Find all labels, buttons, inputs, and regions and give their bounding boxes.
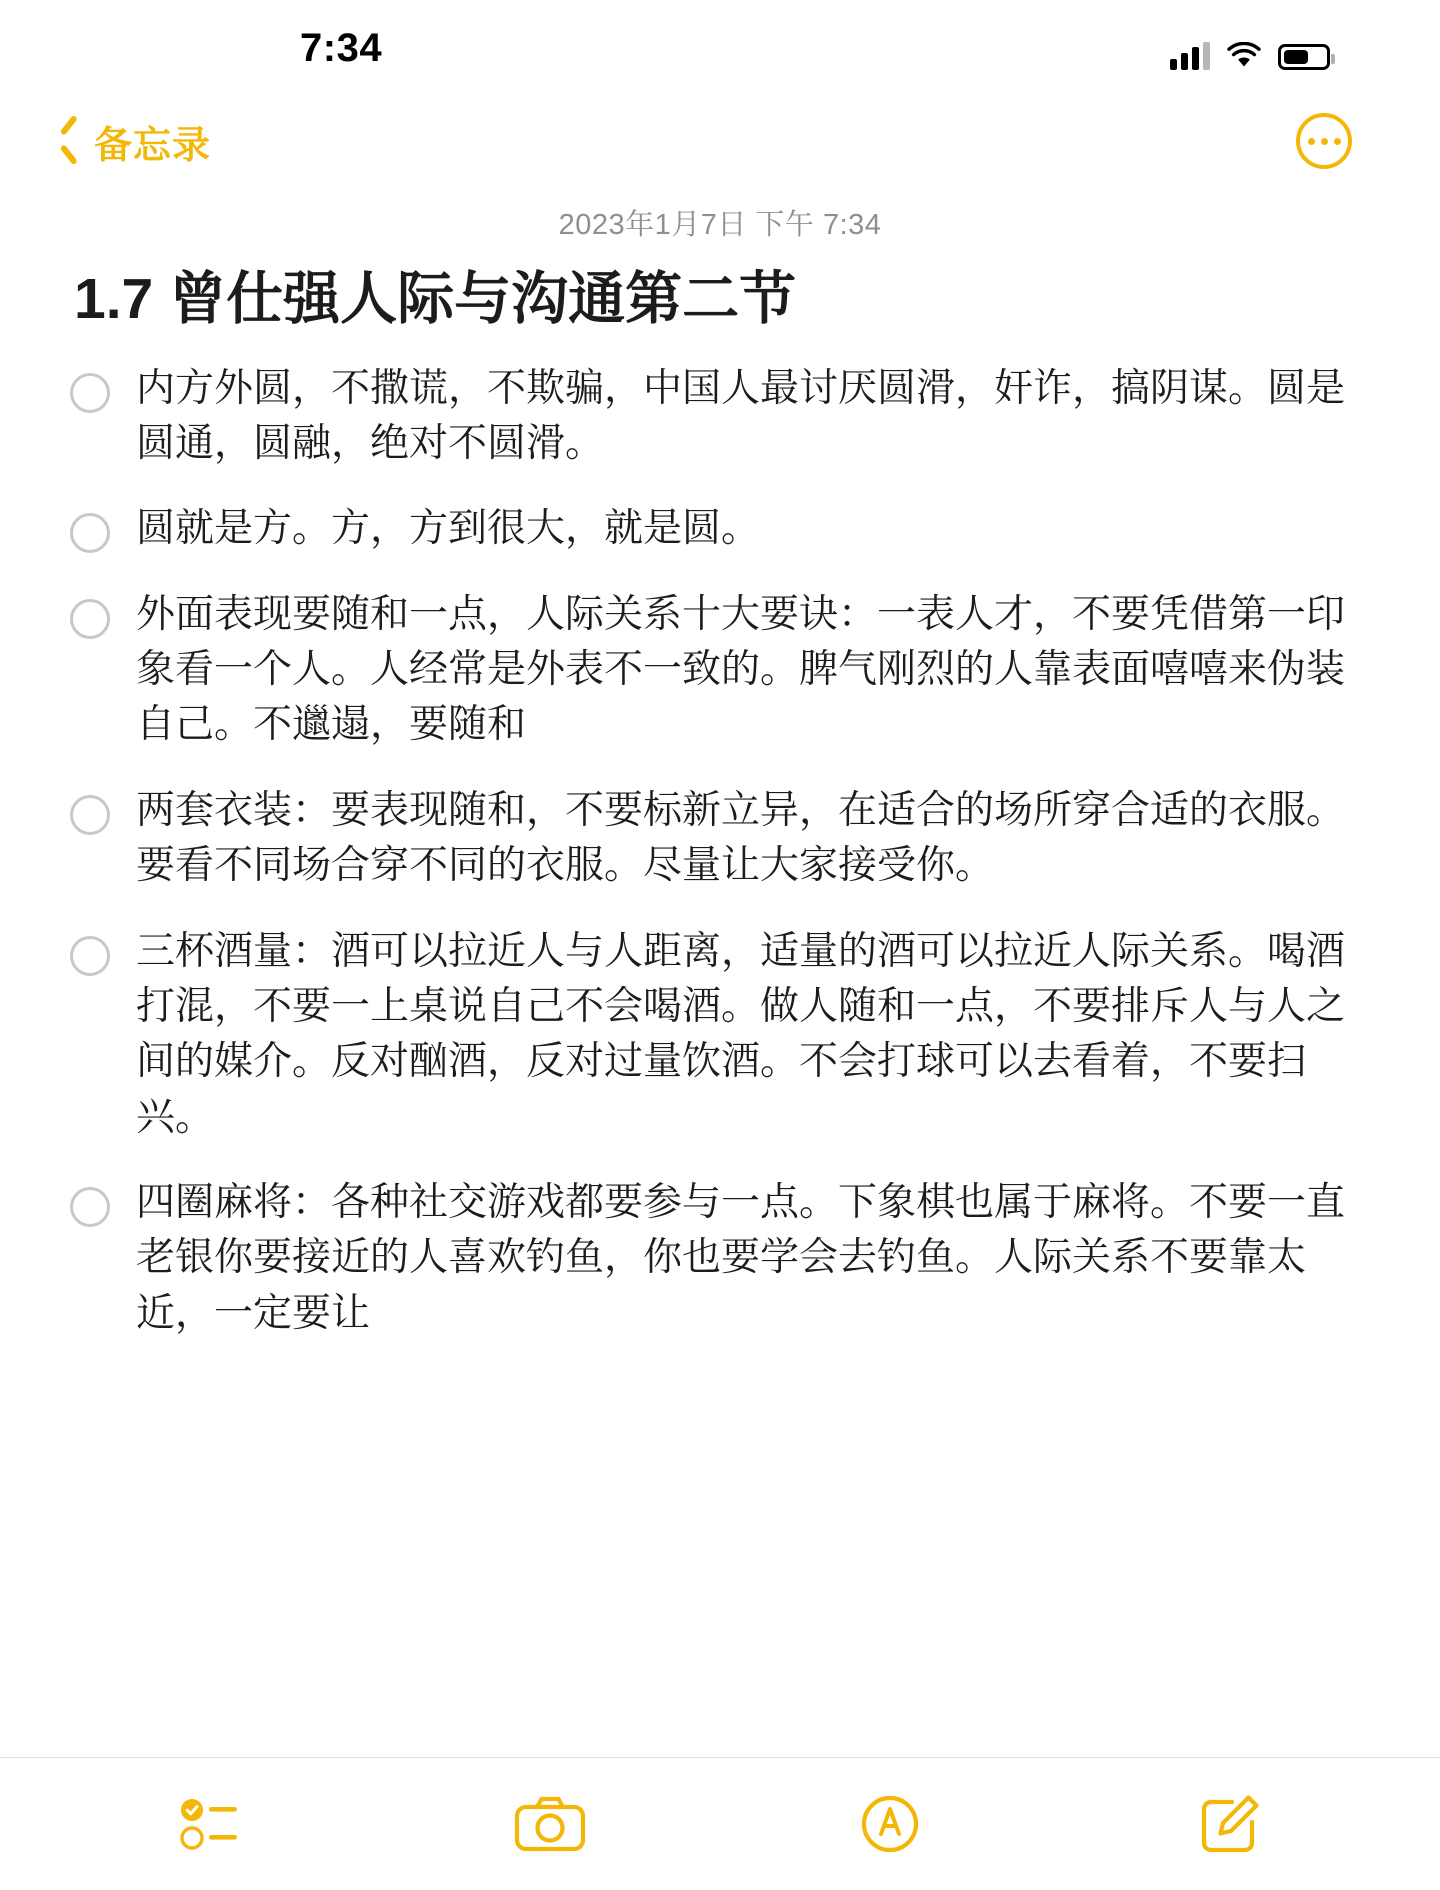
more-options-icon[interactable] bbox=[1296, 113, 1352, 169]
checkbox[interactable] bbox=[70, 513, 110, 553]
cellular-signal-icon bbox=[1170, 42, 1210, 70]
list-item-text[interactable]: 四圈麻将：各种社交游戏都要参与一点。下象棋也属于麻将。不要一直老银你要接近的人喜欢钓鱼，你也要学会去钓鱼。人际关系不要靠太近，一定要让 bbox=[136, 1181, 1346, 1335]
checkbox[interactable] bbox=[70, 373, 110, 413]
list-item[interactable] bbox=[70, 587, 1382, 753]
note-title[interactable]: 1.7 曾仕强人际与沟通第二节 bbox=[74, 267, 797, 331]
list-item[interactable] bbox=[70, 783, 1382, 894]
checkbox[interactable] bbox=[70, 1187, 110, 1227]
content-fade bbox=[0, 1717, 1440, 1757]
compose-icon[interactable] bbox=[1187, 1781, 1273, 1867]
status-bar bbox=[0, 0, 1440, 96]
back-to-notes-button[interactable] bbox=[58, 114, 211, 169]
battery-icon bbox=[1278, 44, 1330, 70]
checkbox[interactable] bbox=[70, 795, 110, 835]
list-item-text[interactable]: 两套衣装：要表现随和，不要标新立异，在适合的场所穿合适的衣服。要看不同场合穿不同的衣服。尽量让大家接受你。 bbox=[136, 788, 1346, 888]
camera-icon[interactable] bbox=[507, 1781, 593, 1867]
checkbox[interactable] bbox=[70, 599, 110, 639]
checklist bbox=[58, 361, 1382, 1342]
list-item[interactable] bbox=[70, 1175, 1382, 1341]
list-item[interactable] bbox=[70, 501, 1382, 556]
checkbox[interactable] bbox=[70, 936, 110, 976]
note-content-area[interactable] bbox=[0, 186, 1440, 1757]
markup-pen-icon[interactable] bbox=[847, 1781, 933, 1867]
list-item-text[interactable]: 内方外圆，不撒谎，不欺骗，中国人最讨厌圆滑，奸诈，搞阴谋。圆是圆通，圆融，绝对不圆滑。 bbox=[136, 366, 1346, 465]
navigation-bar bbox=[0, 96, 1440, 186]
list-item[interactable] bbox=[70, 361, 1382, 472]
checklist-icon[interactable] bbox=[167, 1781, 253, 1867]
list-item-text[interactable]: 外面表现要随和一点，人际关系十大要诀：一表人才，不要凭借第一印象看一个人。人经常是外表不一致的。脾气刚烈的人靠表面嘻嘻来伪装自己。不邋遢，要随和 bbox=[136, 592, 1346, 747]
chevron-left-icon bbox=[58, 122, 80, 160]
list-item-text[interactable]: 圆就是方。方，方到很大，就是圆。 bbox=[136, 507, 761, 551]
status-icons bbox=[1170, 30, 1330, 70]
back-button-label: 备忘录 bbox=[94, 124, 212, 167]
wifi-icon bbox=[1226, 42, 1262, 70]
list-item[interactable] bbox=[70, 924, 1382, 1146]
note-timestamp: 2023年1月7日 下午 7:34 bbox=[558, 209, 882, 241]
bottom-toolbar bbox=[0, 1757, 1440, 1890]
list-item-text[interactable]: 三杯酒量：酒可以拉近人与人距离，适量的酒可以拉近人际关系。喝酒打混，不要一上桌说自己不会喝酒。做人随和一点，不要排斥人与人之间的媒介。反对酗酒，反对过量饮酒。不会打球可以去看着，不要扫兴。 bbox=[136, 929, 1346, 1139]
status-time: 7:34 bbox=[300, 26, 383, 70]
